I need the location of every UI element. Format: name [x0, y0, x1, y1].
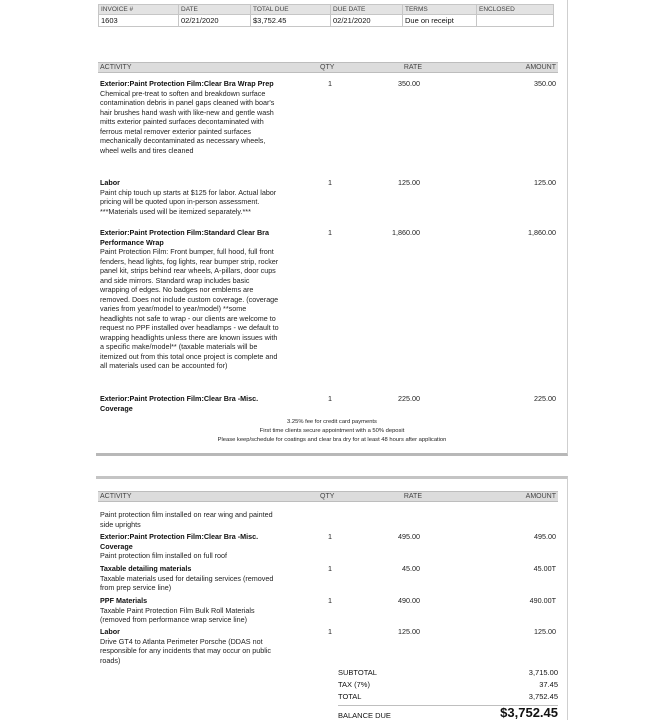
terms-header: TERMS [403, 5, 477, 15]
note-line: First time clients secure appointment with a 50% deposit [259, 428, 405, 434]
due-date: 02/21/2020 [331, 15, 403, 27]
line-item-amount: 45.00T [533, 564, 556, 573]
line-item-rate: 125.00 [398, 627, 420, 636]
line-item-rate: 45.00 [402, 564, 420, 573]
total-due-header: TOTAL DUE [251, 5, 331, 15]
line-item-description [100, 178, 280, 216]
invoice-summary-table [98, 4, 554, 27]
tax-label: TAX (7%) [338, 680, 370, 689]
line-item-qty: 1 [328, 228, 332, 237]
line-item-description [100, 79, 280, 155]
subtotal-row [338, 667, 558, 679]
tax-value: 37.45 [539, 680, 558, 689]
rate-column-header: RATE [403, 493, 422, 500]
line-item-description [100, 564, 280, 593]
line-item-detail: Paint protection film installed on rear wing and painted side uprights [100, 510, 273, 529]
line-item-rate: 350.00 [398, 79, 420, 88]
line-item-qty: 1 [328, 627, 332, 636]
date-header: DATE [179, 5, 251, 15]
terms: Due on receipt [403, 15, 477, 27]
line-item-title: Labor [100, 178, 120, 187]
line-item-title: Exterior:Paint Protection Film:Clear Bra Wrap Prep [100, 79, 274, 88]
qty-column-header: QTY [320, 493, 335, 500]
activity-column-header: ACTIVITY [100, 64, 132, 71]
invoice-number: 1603 [99, 15, 179, 27]
line-item-amount: 125.00 [534, 627, 556, 636]
line-item-rate: 225.00 [398, 394, 420, 403]
subtotal-value: 3,715.00 [528, 668, 558, 677]
line-item-detail: Taxable materials used for detailing services (removed from prep service line) [100, 573, 274, 592]
line-item-rate: 125.00 [398, 178, 420, 187]
line-item-amount: 495.00 [534, 532, 556, 541]
amount-column-header: AMOUNT [525, 64, 556, 71]
line-item-qty: 1 [328, 79, 332, 88]
line-item-rate: 495.00 [398, 532, 420, 541]
balance-due-row [338, 705, 558, 720]
summary-value-row [99, 15, 554, 27]
line-item-description [100, 394, 280, 413]
line-item-qty: 1 [328, 394, 332, 403]
activity-column-header: ACTIVITY [100, 493, 132, 500]
tax-row [338, 679, 558, 691]
line-item-detail: Paint protection film installed on full roof [100, 551, 228, 560]
qty-column-header: QTY [320, 64, 335, 71]
items-header-row [98, 491, 558, 502]
line-item-qty: 1 [328, 178, 332, 187]
line-item-amount: 1,860.00 [528, 228, 556, 237]
invoice-notes [96, 418, 568, 445]
line-item-detail: Drive GT4 to Atlanta Perimeter Porsche (DDAS not responsible for any incidents that may occur on public roads) [100, 636, 271, 665]
line-item-description [100, 228, 280, 371]
enclosed-header: ENCLOSED [477, 5, 554, 15]
line-item-detail: Taxable Paint Protection Film Bulk Roll Materials (removed from performance wrap service line) [100, 605, 255, 624]
invoice-page-1 [96, 0, 568, 456]
line-item-qty: 1 [328, 564, 332, 573]
line-item-rate: 490.00 [398, 596, 420, 605]
invoice-totals [338, 667, 558, 720]
note-line: 3.25% fee for credit card payments [287, 419, 377, 425]
line-item-amount: 225.00 [534, 394, 556, 403]
line-item-rate: 1,860.00 [392, 228, 420, 237]
total-due: $3,752.45 [251, 15, 331, 27]
line-item-amount: 490.00T [529, 596, 556, 605]
invoice-page-2 [96, 476, 568, 720]
line-item-title: Exterior:Paint Protection Film:Clear Bra -Misc. Coverage [100, 394, 259, 413]
amount-column-header: AMOUNT [525, 493, 556, 500]
line-item-amount: 125.00 [534, 178, 556, 187]
line-item-title: Taxable detailing materials [100, 564, 192, 573]
balance-due-value: $3,752.45 [500, 705, 558, 720]
line-item-title: PPF Materials [100, 596, 148, 605]
line-item-amount: 350.00 [534, 79, 556, 88]
line-item-qty: 1 [328, 596, 332, 605]
line-item-description [100, 627, 280, 665]
due-date-header: DUE DATE [331, 5, 403, 15]
line-item-title: Exterior:Paint Protection Film:Clear Bra -Misc. Coverage [100, 532, 259, 551]
line-item-title: Labor [100, 627, 120, 636]
rate-column-header: RATE [403, 64, 422, 71]
subtotal-label: SUBTOTAL [338, 668, 377, 677]
items-header-row [98, 62, 558, 73]
line-item-detail: Chemical pre-treat to soften and breakdown surface contamination debris in panel gaps cleaned with boar's hair brushes hand wash with like-new and gentle wash mitts exterior painted surfaces decontaminated with ferrous metal remover exterior painted surfaces mechanically decontaminated as necessary wheels, wheel wells and tires cleaned [100, 88, 275, 155]
balance-due-label: BALANCE DUE [338, 711, 391, 720]
total-label: TOTAL [338, 692, 362, 701]
line-item-description [100, 510, 280, 529]
invoice-date: 02/21/2020 [179, 15, 251, 27]
summary-header-row [99, 5, 554, 15]
total-value: 3,752.45 [528, 692, 558, 701]
line-item-detail: Paint Protection Film: Front bumper, full hood, full front fenders, head lights, fog lights, rear bumper strip, rocker panel kit, strips behind rear wheels, A-pillars, door cups and side mirrors. Standard wrap includes basic wrapping of edges. No badges nor emblems are removed. Does not include custom coverage. (coverage varies from year/model to year/model) **some headlights not safe to wrap - our clients are welcome to request no PPF installed over headlamps - we default to wrapping headlights unless there are known issues with a specific make/model** (taxable materials will be itemized out from this total once project is complete and all materials used can be accounted for) [100, 247, 279, 370]
line-item-qty: 1 [328, 532, 332, 541]
line-item-description [100, 532, 280, 561]
line-item-description [100, 596, 280, 625]
enclosed [477, 15, 554, 27]
line-item-detail: Paint chip touch up starts at $125 for labor. Actual labor pricing will be quoted upon in-person assessment. ***Materials used will be itemized separately.*** [100, 187, 277, 216]
invoice-number-header: INVOICE # [99, 5, 179, 15]
note-line: Please keep/schedule for coatings and clear bra dry for at least 48 hours after application [217, 437, 447, 443]
line-item-title: Exterior:Paint Protection Film:Standard Clear Bra Performance Wrap [100, 228, 269, 247]
total-row [338, 691, 558, 703]
